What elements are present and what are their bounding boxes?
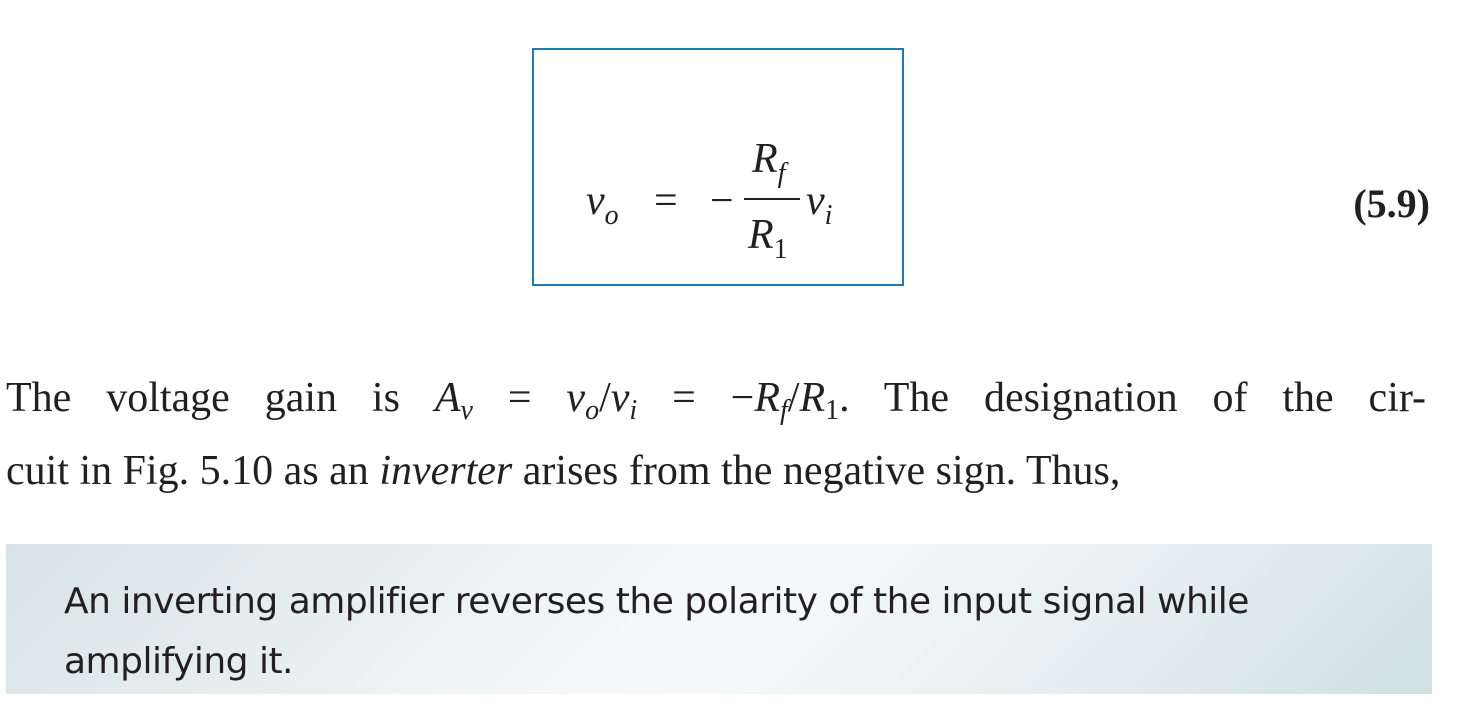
rhs-variable: $v_i$ [806, 178, 833, 231]
fraction-bar [744, 198, 800, 200]
paragraph-line-1: The voltage gain is $A_v = v_o/v_i = -R_f/R_1$. The designation of the cir- [6, 375, 1426, 426]
body-paragraph [6, 368, 1446, 501]
lhs-variable: $v_o$ [586, 178, 619, 231]
key-point-callout [6, 544, 1432, 694]
denominator: $R_1$ [748, 212, 788, 265]
equation-number: (5.9) [1353, 181, 1430, 226]
minus-sign: − [710, 178, 734, 224]
callout-text: An inverting amplifier reverses the polarity of the input signal while amplifying it. [64, 581, 1249, 682]
paragraph-line-2: cuit in Fig. 5.10 as an inverter arises from the negative sign. Thus, [6, 448, 1121, 494]
equals-sign: = [654, 178, 678, 224]
numerator: $R_f$ [752, 136, 786, 189]
equation-box [532, 48, 904, 286]
